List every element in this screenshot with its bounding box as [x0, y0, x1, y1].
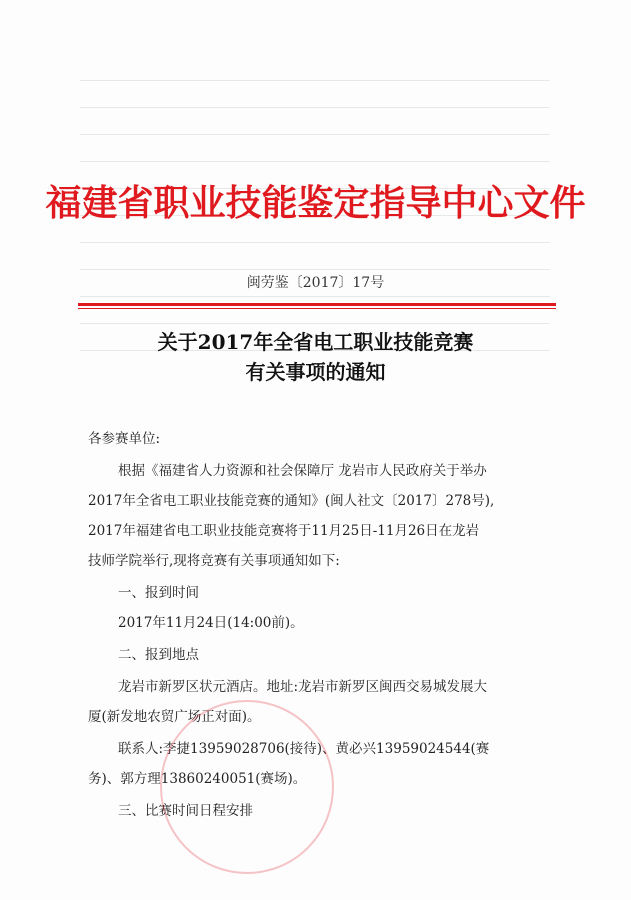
- document-number: 闽劳鉴〔2017〕17号: [246, 275, 385, 291]
- salutation: 各参赛单位:: [88, 431, 161, 447]
- notice-title-line1: 关于2017年全省电工职业技能竞赛: [157, 330, 474, 354]
- paragraph1-line4: 技师学院举行,现将竞赛有关事项通知如下:: [88, 553, 340, 569]
- issuer-header-title: 福建省职业技能鉴定指导中心文件: [45, 182, 586, 224]
- paragraph1-line1: 根据《福建省人力资源和社会保障厅 龙岩市人民政府关于举办: [118, 463, 487, 479]
- contact-line1: 联系人:李捷13959028706(接待)、黄必兴13959024544(赛: [118, 741, 490, 757]
- contact-line2: 务)、郭方理13860240051(赛场)。: [88, 771, 307, 787]
- paragraph1-line3: 2017年福建省电工职业技能竞赛将于11月25日-11月26日在龙岩: [88, 523, 480, 539]
- notice-title-line2: 有关事项的通知: [245, 360, 386, 384]
- section1-heading: 一、报到时间: [118, 585, 199, 601]
- section3-heading: 三、比赛时间日程安排: [118, 803, 253, 819]
- section2-line1: 龙岩市新罗区状元酒店。地址:龙岩市新罗区闽西交易城发展大: [118, 679, 488, 695]
- faint-seal-stamp: [160, 700, 334, 874]
- red-divider-line: [78, 303, 556, 306]
- section2-line2: 厦(新发地农贸广场正对面)。: [88, 709, 261, 725]
- section2-heading: 二、报到地点: [118, 647, 199, 663]
- red-divider-thin-line: [78, 308, 556, 309]
- section1-content: 2017年11月24日(14:00前)。: [118, 615, 304, 631]
- paragraph1-line2: 2017年全省电工职业技能竞赛的通知》(闽人社文〔2017〕278号),: [88, 493, 495, 509]
